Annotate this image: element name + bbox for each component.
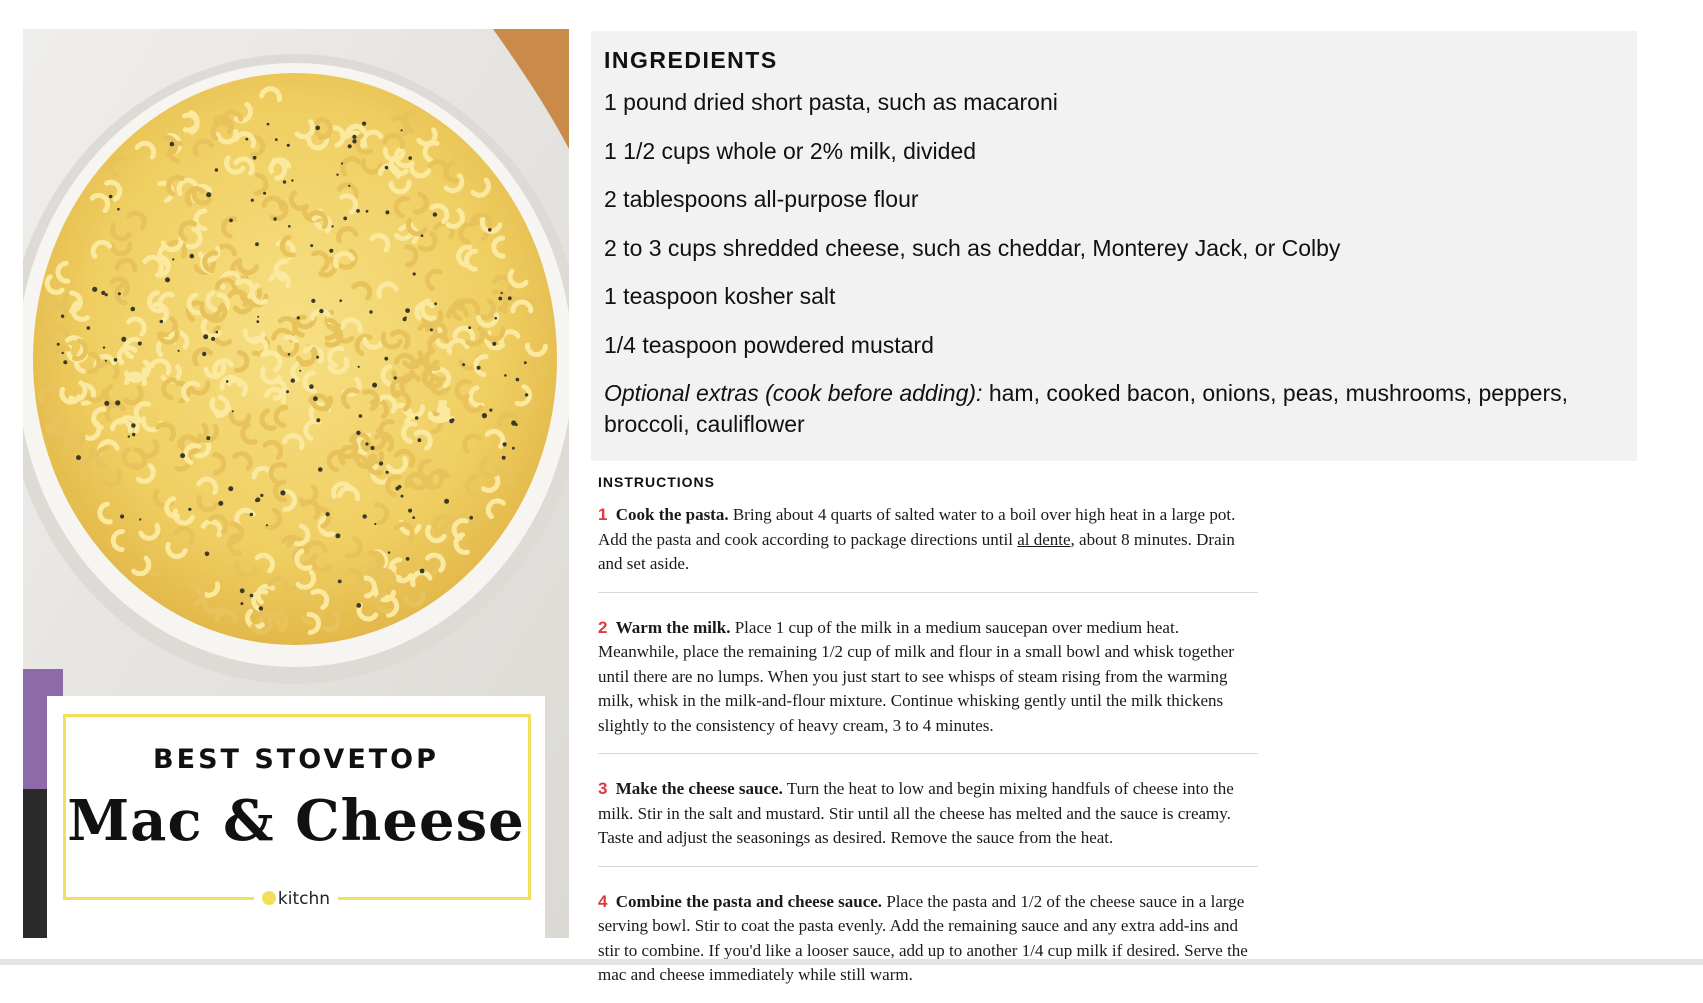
black-pepper-fleck [488, 228, 492, 232]
black-pepper-fleck [401, 129, 403, 131]
step-number: 2 [598, 617, 608, 637]
instructions-section [598, 474, 1258, 1003]
black-pepper-fleck [291, 179, 293, 181]
black-pepper-fleck [311, 299, 315, 303]
black-pepper-fleck [57, 343, 60, 346]
black-pepper-fleck [263, 192, 266, 195]
black-pepper-fleck [255, 499, 259, 503]
black-pepper-fleck [415, 416, 419, 420]
black-pepper-fleck [180, 453, 185, 458]
black-pepper-fleck [469, 516, 473, 520]
step-text: Place 1 cup of the milk in a medium saucepan over medium heat. Meanwhile, place the remaining 1/2 cup of milk and flour in a small bowl and whisk together until there are no lumps. When you just start to see whisps of steam rising from the warming milk, whisk in the milk-and-flour mixture. Continue whisking gently until the milk thickens slightly to the consistency of heavy cream, 3 to 4 minutes. [598, 617, 1234, 735]
black-pepper-fleck [257, 316, 259, 318]
black-pepper-fleck [331, 225, 333, 227]
black-pepper-fleck [318, 467, 323, 472]
black-pepper-fleck [291, 378, 295, 382]
black-pepper-fleck [365, 442, 368, 445]
black-pepper-fleck [385, 166, 389, 170]
black-pepper-fleck [275, 138, 278, 141]
black-pepper-fleck [228, 486, 233, 491]
black-pepper-fleck [504, 374, 507, 377]
black-pepper-fleck [366, 210, 369, 213]
black-pepper-fleck [138, 342, 142, 346]
black-pepper-fleck [363, 514, 367, 518]
black-pepper-fleck [288, 225, 291, 228]
black-pepper-fleck [218, 501, 223, 506]
ingredient-extras [604, 378, 1624, 440]
black-pepper-fleck [92, 287, 97, 292]
black-pepper-fleck [515, 423, 518, 426]
black-pepper-fleck [139, 518, 141, 520]
black-pepper-fleck [132, 433, 135, 436]
black-pepper-fleck [412, 516, 415, 519]
black-pepper-fleck [316, 356, 319, 359]
black-pepper-fleck [394, 376, 397, 379]
black-pepper-fleck [105, 360, 107, 362]
black-pepper-fleck [338, 580, 342, 584]
black-pepper-fleck [255, 242, 259, 246]
black-pepper-fleck [501, 292, 503, 294]
black-pepper-fleck [109, 195, 113, 199]
black-pepper-fleck [280, 490, 285, 495]
black-pepper-fleck [385, 210, 389, 214]
extras-text: ham, cooked bacon, onions, peas, mushrooms, peppers, broccoli, cauliflower [604, 380, 1568, 437]
black-pepper-fleck [299, 370, 301, 372]
black-pepper-fleck [362, 122, 366, 126]
instruction-step-1 [598, 503, 1258, 593]
black-pepper-fleck [297, 316, 300, 319]
black-pepper-fleck [131, 307, 136, 312]
black-pepper-fleck [309, 384, 314, 389]
black-pepper-fleck [356, 603, 361, 608]
black-pepper-fleck [87, 326, 91, 330]
black-pepper-fleck [482, 413, 487, 418]
ingredient-item: 1/4 teaspoon powdered mustard [604, 331, 934, 358]
black-pepper-fleck [232, 410, 234, 412]
step-title: Make the cheese sauce. [615, 779, 783, 798]
step-title: Combine the pasta and cheese sauce. [615, 891, 883, 911]
step-number: 4 [598, 891, 608, 911]
black-pepper-fleck [211, 337, 215, 341]
instructions-heading: INSTRUCTIONS [598, 474, 715, 490]
black-pepper-fleck [352, 139, 356, 143]
black-pepper-fleck [206, 192, 211, 197]
black-pepper-fleck [172, 258, 174, 260]
black-pepper-fleck [408, 156, 412, 160]
black-pepper-fleck [115, 400, 120, 405]
black-pepper-fleck [103, 346, 105, 348]
black-pepper-fleck [240, 588, 245, 593]
black-pepper-fleck [76, 455, 81, 460]
black-pepper-fleck [101, 291, 105, 295]
black-pepper-fleck [502, 456, 506, 460]
black-pepper-fleck [288, 353, 291, 356]
ingredients-heading: INGREDIENTS [604, 47, 778, 73]
black-pepper-fleck [131, 423, 136, 428]
black-pepper-fleck [178, 350, 180, 352]
ingredient-item: 1 1/2 cups whole or 2% milk, divided [604, 137, 977, 164]
black-pepper-fleck [160, 320, 164, 324]
black-pepper-fleck [356, 209, 360, 213]
title-kicker: BEST STOVETOP [153, 744, 439, 775]
black-pepper-fleck [313, 396, 318, 401]
black-pepper-fleck [343, 217, 347, 221]
black-pepper-fleck [401, 495, 404, 498]
black-pepper-fleck [369, 310, 372, 313]
black-pepper-fleck [117, 208, 120, 211]
black-pepper-fleck [310, 244, 313, 247]
black-pepper-fleck [433, 212, 437, 216]
step-text: , about 8 minutes. Drain and set aside. [598, 529, 1235, 573]
black-pepper-fleck [421, 234, 424, 237]
step-number: 1 [598, 505, 608, 524]
black-pepper-fleck [451, 418, 454, 421]
black-pepper-fleck [202, 352, 206, 356]
brand-name: kitchn [277, 889, 331, 909]
step-text: Place the pasta and 1/2 of the cheese sauce in a large serving bowl. Stir to coat the pasta evenly. Add the remaining sauce and any extra add-ins and stir to combine. If you'd like a looser sauce, add up to another 1/4 cup milk if desired. Serve the mac and cheese immediately while still warm. [598, 891, 1248, 984]
black-pepper-fleck [404, 316, 407, 319]
black-pepper-fleck [250, 594, 254, 598]
black-pepper-fleck [406, 557, 410, 561]
black-pepper-fleck [494, 317, 497, 320]
black-pepper-fleck [430, 328, 433, 331]
black-pepper-fleck [372, 383, 377, 388]
black-pepper-fleck [250, 513, 254, 517]
black-pepper-fleck [114, 358, 118, 362]
black-pepper-fleck [489, 409, 492, 412]
instruction-step-3 [598, 777, 1258, 867]
step-text: Turn the heat to low and begin mixing handfuls of cheese into the milk. Stir in the salt and mustard. Stir until all the cheese has melted and the sauce is creamy. Taste and adjust the seasonings as desired. Remove the sauce from the heat. [598, 779, 1234, 847]
black-pepper-fleck [319, 309, 323, 313]
black-pepper-fleck [477, 366, 481, 370]
instruction-step-4 [598, 890, 1258, 1003]
ingredient-item: 2 tablespoons all-purpose flour [604, 186, 919, 212]
black-pepper-fleck [315, 126, 320, 131]
black-pepper-fleck [205, 552, 210, 557]
black-pepper-fleck [203, 334, 208, 339]
kitchn-logo-icon [262, 891, 276, 905]
black-pepper-fleck [190, 254, 195, 259]
black-pepper-fleck [170, 142, 175, 147]
black-pepper-fleck [251, 199, 254, 202]
ingredient-item: 2 to 3 cups shredded cheese, such as cheddar, Monterey Jack, or Colby [604, 234, 1341, 261]
black-pepper-fleck [260, 494, 263, 497]
instruction-step-2 [598, 616, 1258, 755]
black-pepper-fleck [336, 174, 338, 176]
black-pepper-fleck [434, 302, 437, 305]
black-pepper-fleck [165, 277, 170, 282]
black-pepper-fleck [61, 315, 64, 318]
black-pepper-fleck [339, 299, 342, 302]
black-pepper-fleck [348, 144, 352, 148]
ingredient-item: 1 pound dried short pasta, such as macaroni [604, 89, 1058, 115]
black-pepper-fleck [240, 602, 243, 605]
black-pepper-fleck [374, 523, 376, 525]
black-pepper-fleck [329, 249, 333, 253]
black-pepper-fleck [468, 326, 471, 329]
recipe-title-card [47, 696, 545, 938]
black-pepper-fleck [413, 272, 416, 275]
black-pepper-fleck [384, 357, 388, 361]
black-pepper-fleck [286, 390, 289, 393]
black-pepper-fleck [118, 292, 121, 295]
black-pepper-fleck [216, 331, 219, 334]
step-title: Warm the milk. [615, 617, 731, 637]
black-pepper-fleck [492, 342, 496, 346]
step-title: Cook the pasta. [615, 505, 729, 524]
black-pepper-fleck [356, 431, 360, 435]
black-pepper-fleck [128, 435, 130, 437]
black-pepper-fleck [525, 393, 528, 396]
brand-mark [47, 889, 545, 909]
black-pepper-fleck [420, 569, 425, 574]
black-pepper-fleck [359, 414, 363, 418]
black-pepper-fleck [444, 499, 449, 504]
black-pepper-fleck [405, 308, 410, 313]
black-pepper-fleck [371, 446, 375, 450]
black-pepper-fleck [379, 461, 383, 465]
extras-label: Optional extras (cook before adding): [604, 380, 983, 406]
black-pepper-fleck [245, 138, 248, 141]
black-pepper-fleck [283, 180, 286, 183]
black-pepper-fleck [348, 185, 350, 187]
black-pepper-fleck [503, 442, 507, 446]
black-pepper-fleck [498, 297, 502, 301]
black-pepper-fleck [287, 144, 290, 147]
black-pepper-fleck [418, 438, 422, 442]
step-number: 3 [598, 779, 608, 798]
step-text: Bring about 4 quarts of salted water to a boil over high heat in a large pot. Add the pasta and cook according to package directions until [598, 505, 1236, 549]
black-pepper-fleck [524, 361, 527, 364]
recipe-title: Mac & Cheese [67, 788, 525, 854]
al-dente-link[interactable]: al dente [1017, 529, 1071, 549]
black-pepper-fleck [395, 487, 399, 491]
ingredients-list [604, 87, 1624, 440]
black-pepper-fleck [408, 509, 412, 513]
black-pepper-fleck [352, 135, 356, 139]
black-pepper-fleck [462, 363, 465, 366]
black-pepper-fleck [188, 508, 191, 511]
ingredients-panel [591, 31, 1637, 461]
black-pepper-fleck [386, 471, 389, 474]
black-pepper-fleck [256, 320, 259, 323]
black-pepper-fleck [206, 436, 210, 440]
black-pepper-fleck [229, 219, 233, 223]
black-pepper-fleck [215, 168, 218, 171]
ingredient-item: 1 teaspoon kosher salt [604, 283, 836, 309]
black-pepper-fleck [63, 360, 67, 364]
black-pepper-fleck [273, 217, 276, 220]
black-pepper-fleck [341, 162, 343, 164]
black-pepper-fleck [388, 551, 390, 553]
black-pepper-fleck [62, 352, 64, 354]
black-pepper-fleck [226, 380, 229, 383]
black-pepper-fleck [267, 123, 270, 126]
black-pepper-fleck [508, 296, 512, 300]
black-pepper-fleck [335, 533, 340, 538]
page-bottom-bar [0, 959, 1703, 965]
black-pepper-fleck [316, 418, 320, 422]
black-pepper-fleck [512, 447, 515, 450]
black-pepper-fleck [121, 337, 126, 342]
black-pepper-fleck [104, 401, 109, 406]
black-pepper-fleck [326, 512, 330, 516]
black-pepper-fleck [253, 156, 257, 160]
recipe-hero-image [23, 29, 569, 938]
black-pepper-fleck [516, 378, 520, 382]
black-pepper-fleck [358, 366, 360, 368]
black-pepper-fleck [259, 606, 263, 610]
black-pepper-fleck [120, 514, 124, 518]
black-pepper-fleck [266, 524, 268, 526]
